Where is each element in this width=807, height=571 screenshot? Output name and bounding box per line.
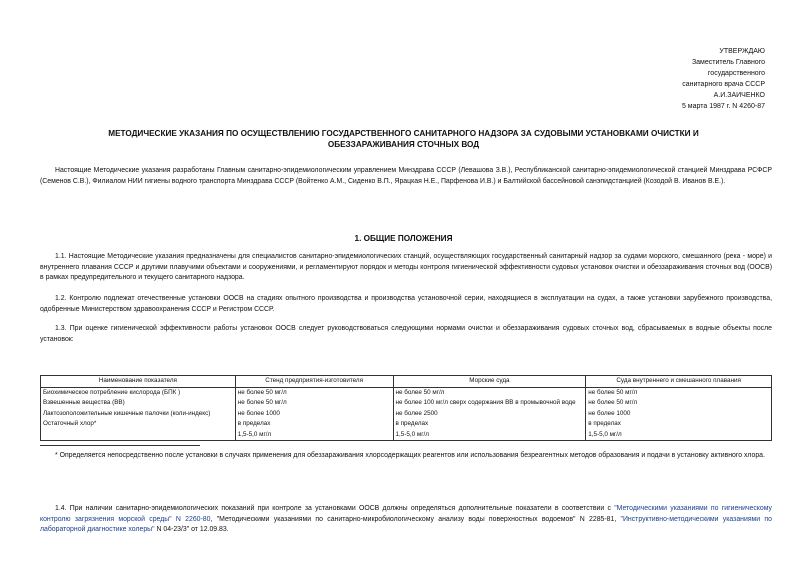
- table-cell: в пределах: [235, 419, 393, 430]
- intro-text: Настоящие Методические указания разработаны Главным санитарно-эпидемиологическим управлением Минздрава СССР (Левашова З.В.), Республиканской санитарно-эпидемиологической станцией Минздрава РСФСР (Семенов С.В.), Филиалом НИИ гигиены водного транспорта Минздрава СССР (Войтенко А.М., Сиденко В.П., Ярацкая Н.Е., Парфенова И.В.) и Балтийской бассейновой санэпидстанцией (Козодой В. Иванов В.Е.).: [40, 167, 772, 185]
- table-cell: Остаточный хлор*: [41, 419, 236, 430]
- table-cell: Взвешенные вещества (ВВ): [41, 398, 236, 409]
- paragraph-text: 1.4. При наличии санитарно-эпидемиологических показаний при контроле за установками ООСВ должны определяться дополнительные показатели в соответствии с: [55, 505, 615, 512]
- paragraph-text: N 04-23/3" от 12.09.83.: [154, 526, 229, 533]
- table-cell: не более 50 мг/л: [235, 398, 393, 409]
- table-cell: 1,5-5,0 мг/л: [586, 430, 772, 441]
- paragraph-1-1: [40, 252, 772, 284]
- table-cell: 1,5-5,0 мг/л: [235, 430, 393, 441]
- section-heading: 1. ОБЩИЕ ПОЛОЖЕНИЯ: [354, 234, 453, 243]
- approval-block: [682, 46, 765, 112]
- guideline-link-cholera[interactable]: "Инструктивно-методическими указаниями по лабораторной диагностике холеры": [40, 515, 772, 533]
- footnote-divider: [40, 445, 200, 446]
- approval-date: 5 марта 1987 г. N 4260-87: [681, 103, 765, 110]
- approval-line: УТВЕРЖДАЮ: [719, 48, 765, 55]
- table-row: [41, 387, 772, 398]
- table-cell: не более 50 мг/л: [393, 387, 586, 398]
- paragraph-1-2: [40, 294, 772, 315]
- norms-table: [40, 375, 772, 441]
- title-line: МЕТОДИЧЕСКИЕ УКАЗАНИЯ ПО ОСУЩЕСТВЛЕНИЮ ГОСУДАРСТВЕННОГО САНИТАРНОГО НАДЗОРА ЗА СУДОВЫМИ УСТАНОВКАМИ ОЧИСТКИ И: [108, 129, 699, 138]
- table-cell: не более 50 мг/л: [235, 387, 393, 398]
- paragraph-text: , "Методическими указаниями по санитарно-микробиологическому анализу воды поверхностных водоемов" N 2285-81,: [210, 515, 621, 523]
- intro-paragraph: [40, 166, 772, 187]
- approval-line: санитарного врача СССР: [682, 81, 765, 88]
- table-cell: не более 1000: [235, 409, 393, 420]
- table-row: [41, 409, 772, 420]
- column-header: Морские суда: [393, 376, 586, 388]
- paragraph-1-3: [40, 324, 772, 345]
- table-cell: Лактозоположительные кишечные палочки (коли-индекс): [41, 409, 236, 420]
- column-header: Наименование показателя: [41, 376, 236, 388]
- table-row: [41, 398, 772, 409]
- column-header: Стенд предприятия-изготовителя: [235, 376, 393, 388]
- footnote-text: * Определяется непосредственно после установки в случаях применения для обеззараживания хлорсодержащих реагентов или использования безреагентных методов образования и подачи в установку активного хлора.: [55, 452, 765, 459]
- guideline-link-marine[interactable]: "Методическими указаниями по гигиеническому контролю загрязнения морской среды" N 2260-80: [40, 505, 772, 523]
- paragraph-text: 1.1. Настоящие Методические указания предназначены для специалистов санитарно-эпидемиологических станций, осуществляющих государственный санитарный надзор за судами морского, смешанного (река - море) и внутреннего плавания СССР и другими плавучими объектами и сооружениями, и регламентируют порядок и методы контроля гигиенической эффективности судовых установок очистки и обеззараживания сточных вод (ООСВ) в рамках предупредительного и текущего санитарного надзора.: [40, 253, 772, 281]
- title-line: ОБЕЗЗАРАЖИВАНИЯ СТОЧНЫХ ВОД: [327, 140, 480, 149]
- footnote: [40, 451, 772, 462]
- approval-signatory: А.И.ЗАИЧЕНКО: [713, 92, 765, 99]
- paragraph-text: 1.3. При оценке гигиенической эффективности работы установок ООСВ следует руководствоваться следующими нормами очистки и обеззараживания судовых сточных вод, сбрасываемых в водные объекты после установок:: [40, 325, 772, 343]
- table-header-row: [41, 376, 772, 388]
- table-cell: не более 100 мг/л сверх содержания ВВ в промывочной воде: [393, 398, 586, 409]
- approval-line: государственного: [707, 70, 765, 77]
- approval-line: Заместитель Главного: [691, 59, 765, 66]
- paragraph-1-4: [40, 504, 772, 536]
- table-cell: не более 50 мг/л: [586, 387, 772, 398]
- table-cell: в пределах: [393, 419, 586, 430]
- document-title: [40, 128, 767, 150]
- table-cell: не более 1000: [586, 409, 772, 420]
- table-cell: [41, 430, 236, 441]
- column-header: Суда внутреннего и смешанного плавания: [586, 376, 772, 388]
- paragraph-text: 1.2. Контролю подлежат отечественные установки ООСВ на стадиях опытного производства и производства установочной серии, находящиеся в эксплуатации на судах, а также установки зарубежного производства, одобренные Министерством здравоохранения СССР и Регистром СССР.: [40, 295, 772, 313]
- table-cell: в пределах: [586, 419, 772, 430]
- table-row: [41, 419, 772, 430]
- table-row: [41, 430, 772, 441]
- table-cell: не более 50 мг/л: [586, 398, 772, 409]
- table-cell: 1,5-5,0 мг/л: [393, 430, 586, 441]
- table-cell: Биохимическое потребление кислорода (БПК ): [41, 387, 236, 398]
- table-cell: не более 2500: [393, 409, 586, 420]
